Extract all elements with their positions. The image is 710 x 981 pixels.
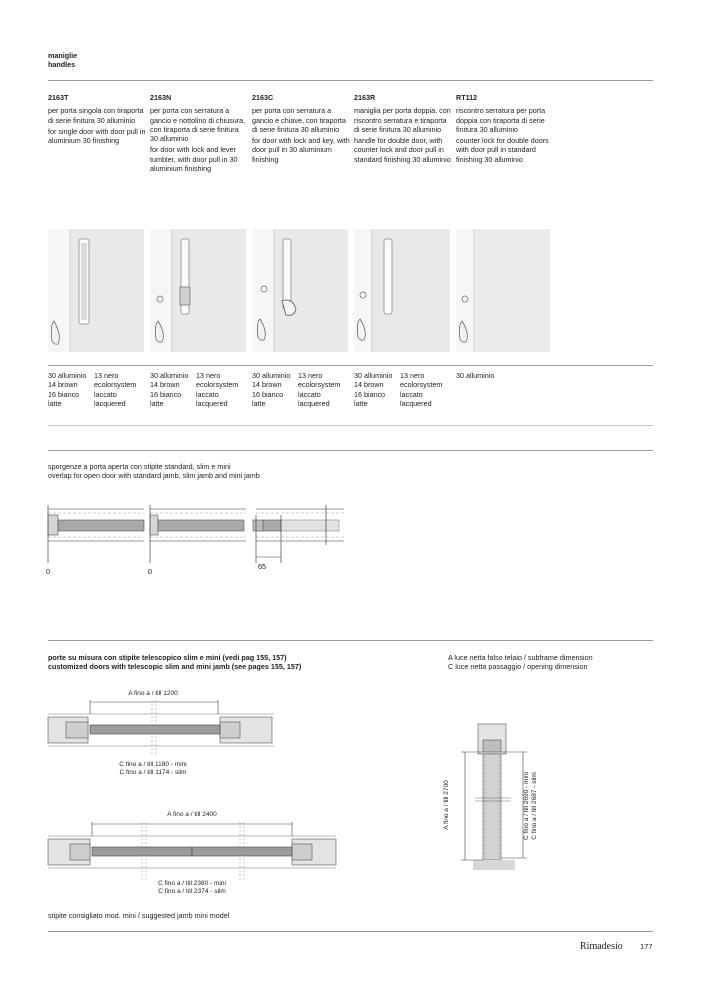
finish-item: 14 brown xyxy=(354,380,384,390)
plan-double-door xyxy=(46,822,346,882)
finish-item: 30 alluminio xyxy=(252,371,291,380)
overlap-caption xyxy=(48,462,260,481)
dim-c-1180: C fino a / till 1180 - mini xyxy=(119,761,187,768)
header-rule xyxy=(48,80,653,81)
handle-2163C-illustration xyxy=(252,229,348,352)
custom-title xyxy=(48,653,301,672)
finish-item: 13 nero ecolorsystem laccato lacquered xyxy=(400,371,443,408)
finish-item: 13 nero ecolorsystem laccato lacquered xyxy=(196,371,239,408)
dim-c-2380: C fino a / till 2380 - mini xyxy=(158,880,226,887)
dim-c-2 xyxy=(92,880,292,896)
product-photo-2163R xyxy=(354,229,450,352)
overlap-section-standard xyxy=(48,505,144,563)
finish-item: 30 alluminio xyxy=(456,371,495,380)
finish-item: 16 bianco latte xyxy=(354,389,386,408)
handle-RT112-illustration xyxy=(456,229,550,352)
finish-item: 30 alluminio xyxy=(354,371,393,380)
custom-legend xyxy=(448,653,593,672)
product-desc-en: for door with lock and lever tumbler, with door pull in 30 aluminium finishing xyxy=(150,145,238,174)
product-col-RT112 xyxy=(456,93,554,166)
footer-rule xyxy=(48,931,653,932)
dim-v-a-2700: A fino a / till 2700 xyxy=(443,780,450,830)
handle-2163N-illustration xyxy=(150,229,246,352)
dim-a-2400: A fino a / till 2400 xyxy=(167,811,217,818)
overlap-section-mini xyxy=(253,505,344,563)
section-rule xyxy=(48,450,653,451)
overlap-sections-drawing xyxy=(44,505,364,575)
product-desc-it: per porta singola con tiraporta di serie finitura 30 alluminio xyxy=(48,106,144,125)
product-photo-2163N xyxy=(150,229,246,352)
section-title xyxy=(48,51,77,70)
finish-item: 16 bianco latte xyxy=(48,389,80,408)
overlap-label-2: 0 xyxy=(148,567,152,576)
finish-item: 13 nero ecolorsystem laccato lacquered xyxy=(94,371,137,408)
custom-section-rule xyxy=(48,640,653,641)
custom-title-en: customized doors with telescopic slim and mini jamb (see pages 155, 157) xyxy=(48,662,302,672)
product-col-2163T xyxy=(48,93,146,147)
section-title-it: maniglie xyxy=(48,51,78,60)
dim-v-c-2690: C fino a / till 2690 - mini xyxy=(523,772,530,840)
dim-v-c xyxy=(523,766,541,846)
finish-item: 30 alluminio xyxy=(150,371,189,380)
finish-item: 16 bianco latte xyxy=(150,389,182,408)
dim-c-1174: C fino a / till 1174 - slim xyxy=(119,769,187,776)
product-desc-it: per porta con serratura a gancio e chiave, con tiraporta di serie finitura 30 alluminio xyxy=(252,106,346,134)
overlap-label-3: 65 xyxy=(258,562,266,571)
dim-a-1200: A fino a / till 1200 xyxy=(128,690,178,697)
finish-item: 14 brown xyxy=(48,380,78,390)
legend-c: C luce netta passaggio / opening dimension xyxy=(448,662,588,672)
product-photo-2163T xyxy=(48,229,144,352)
jamb-footnote: stipite consigliato mod. mini / suggested jamb mini model xyxy=(48,911,230,920)
finish-item: 13 nero ecolorsystem laccato lacquered xyxy=(298,371,341,408)
overlap-label-1: 0 xyxy=(46,567,50,576)
product-desc-it: riscontro serratura per porta doppia con tiraporta di serie finitura 30 alluminio xyxy=(456,106,546,134)
dim-c-1 xyxy=(90,761,216,777)
dim-c-2374: C fino a / till 2374 - slim xyxy=(158,888,226,895)
product-col-2163N xyxy=(150,93,248,175)
brand-logo-text: Rimadesio xyxy=(580,941,623,952)
finish-rule-top xyxy=(48,365,653,366)
overlap-caption-it: sporgenze a porta aperta con stipite standard, slim e mini xyxy=(48,462,231,471)
overlap-section-slim xyxy=(150,505,246,563)
product-code: 2163N xyxy=(150,93,172,102)
overlap-caption-en: overlap for open door with standard jamb, slim jamb and mini jamb xyxy=(48,471,260,481)
handle-2163T-illustration xyxy=(48,229,144,352)
product-col-2163R xyxy=(354,93,452,166)
product-desc-en: counter lock for double doors with door pull in standard finishing 30 alluminio xyxy=(456,136,549,164)
page-number: 177 xyxy=(640,942,653,951)
finish-item: 16 bianco latte xyxy=(252,389,284,408)
product-code: 2163R xyxy=(354,93,376,102)
product-desc-it: maniglia per porta doppia, con riscontro serratura e tiraporta di serie finitura 30 alluminio xyxy=(354,106,451,134)
plan-single-door xyxy=(46,700,276,756)
product-code: 2163C xyxy=(252,93,274,102)
handle-2163R-illustration xyxy=(354,229,450,352)
product-desc-en: for door with lock and key, with door pull in 30 aluminium finishing xyxy=(252,136,350,164)
product-desc-it: per porta con serratura a gancio e nottolino di chiusura, con tiraporta di serie finitura 30 alluminio xyxy=(150,106,246,144)
product-code: RT112 xyxy=(456,93,478,102)
product-photo-RT112 xyxy=(456,229,550,352)
finish-item: 14 brown xyxy=(150,380,180,390)
product-col-2163C xyxy=(252,93,350,166)
product-photo-2163C xyxy=(252,229,348,352)
product-desc-en: handle for double door, with counter lock and door pull in standard finishing 30 alluminio xyxy=(354,136,451,164)
finish-item: 14 brown xyxy=(252,380,282,390)
section-title-en: handles xyxy=(48,60,76,70)
product-desc-en: for single door with door pull in aluminium 30 finishing xyxy=(48,126,146,146)
legend-a: A luce netta falso telaio / subframe dimension xyxy=(448,653,593,662)
finish-item: 30 alluminio xyxy=(48,371,87,380)
custom-title-it: porte su misura con stipite telescopico slim e mini (vedi pag 155, 157) xyxy=(48,653,287,662)
finish-rule-bottom xyxy=(48,425,653,426)
dim-v-c-2687: C fino a / till 2687 - slim xyxy=(531,772,538,840)
product-code: 2163T xyxy=(48,93,69,102)
